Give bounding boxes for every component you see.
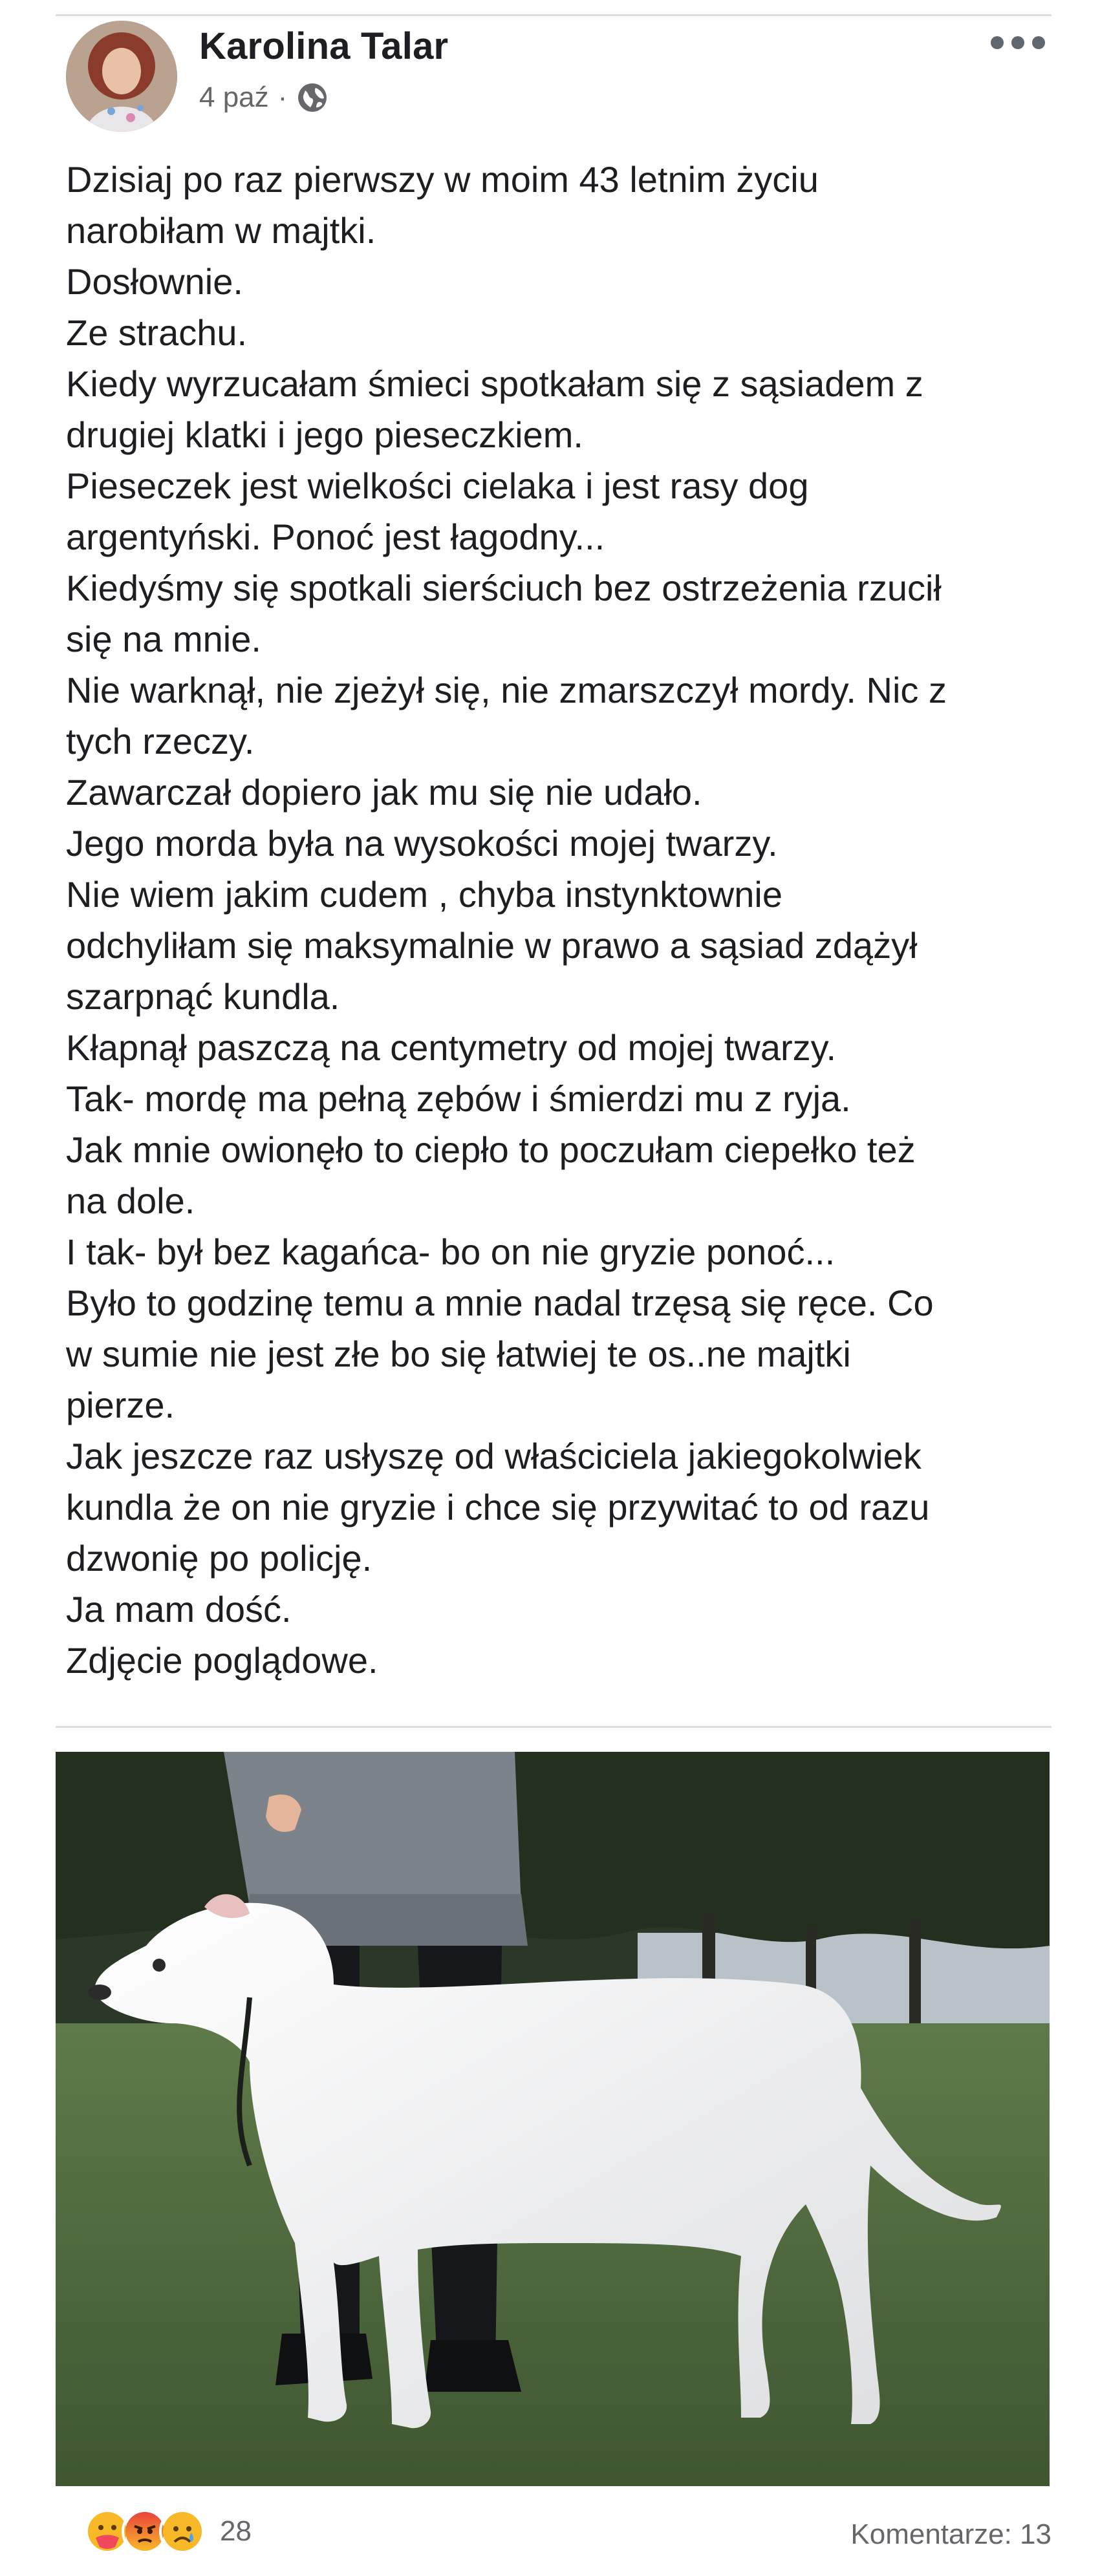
post-text-line: w sumie nie jest złe bo się łatwiej te os..ne majtki — [66, 1334, 851, 1374]
reaction-summary[interactable] — [84, 2508, 252, 2555]
post-text-line: Dosłownie. — [66, 261, 243, 302]
post-text-line: Pieseczek jest wielkości cielaka i jest rasy dog — [66, 465, 809, 506]
post-text-line: Jak mnie owionęło to ciepło to poczułam ciepełko też — [66, 1129, 916, 1170]
post-text-line: Tak- mordę ma pełną zębów i śmierdzi mu z ryja. — [66, 1078, 851, 1119]
top-divider — [56, 14, 1051, 16]
post-text-line: Nie wiem jakim cudem , chyba instynktownie — [66, 874, 782, 915]
post-text — [66, 154, 1049, 1686]
post-text-line: Kiedy wyrzucałam śmieci spotkałam się z sąsiadem z — [66, 363, 923, 404]
post-date[interactable]: 4 paź — [199, 81, 269, 113]
post-text-line: Kiedyśmy się spotkali sierściuch bez ostrzeżenia rzucił — [66, 568, 942, 608]
post-text-line: na dole. — [66, 1180, 195, 1221]
post-text-line: narobiłam w majtki. — [66, 210, 376, 251]
post-text-line: szarpnąć kundla. — [66, 976, 340, 1017]
post-text-line: się na mnie. — [66, 619, 261, 659]
post-text-line: I tak- był bez kagańca- bo on nie gryzie ponoć... — [66, 1231, 836, 1272]
post-text-line: Jak jeszcze raz usłyszę od właściciela jakiegokolwiek — [66, 1436, 922, 1476]
post-text-line: tych rzeczy. — [66, 721, 255, 761]
post-meta — [199, 81, 329, 114]
post-text-line: Było to godzinę temu a mnie nadal trzęsą się ręce. Co — [66, 1283, 934, 1323]
post-text-line: Nie warknął, nie zjeżył się, nie zmarszczył mordy. Nic z — [66, 670, 947, 710]
post-text-line: Ja mam dość. — [66, 1589, 292, 1630]
more-options-icon[interactable] — [991, 36, 1045, 49]
avatar[interactable] — [66, 21, 177, 132]
post-text-line: Ze strachu. — [66, 312, 248, 353]
post-text-line: odchyliłam się maksymalnie w prawo a sąsiad zdążył — [66, 925, 918, 966]
globe-icon — [296, 81, 329, 114]
meta-separator: · — [277, 81, 288, 113]
post-footer — [56, 2495, 1051, 2566]
post-text-line: kundla że on nie gryzie i chce się przywitać to od razu — [66, 1487, 930, 1528]
post-text-line: Jego morda była na wysokości mojej twarzy. — [66, 823, 778, 864]
reaction-count: 28 — [220, 2515, 252, 2547]
sad-reaction-icon — [159, 2508, 206, 2555]
post-text-line: dzwonię po policję. — [66, 1538, 372, 1579]
post-text-line: pierze. — [66, 1385, 175, 1425]
post-text-line: Zdjęcie poglądowe. — [66, 1640, 378, 1681]
post-text-line: Dzisiaj po raz pierwszy w moim 43 letnim życiu — [66, 159, 819, 200]
post-text-line: Zawarczał dopiero jak mu się nie udało. — [66, 772, 702, 813]
post-text-line: argentyński. Ponoć jest łagodny... — [66, 516, 605, 557]
content-divider — [56, 1726, 1051, 1728]
post-text-line: drugiej klatki i jego pieseczkiem. — [66, 414, 583, 455]
post-photo[interactable] — [56, 1752, 1050, 2486]
post-text-line: Kłapnął paszczą na centymetry od mojej twarzy. — [66, 1027, 837, 1068]
comments-count[interactable]: Komentarze: 13 — [850, 2518, 1051, 2550]
author-name[interactable]: Karolina Talar — [199, 25, 449, 67]
